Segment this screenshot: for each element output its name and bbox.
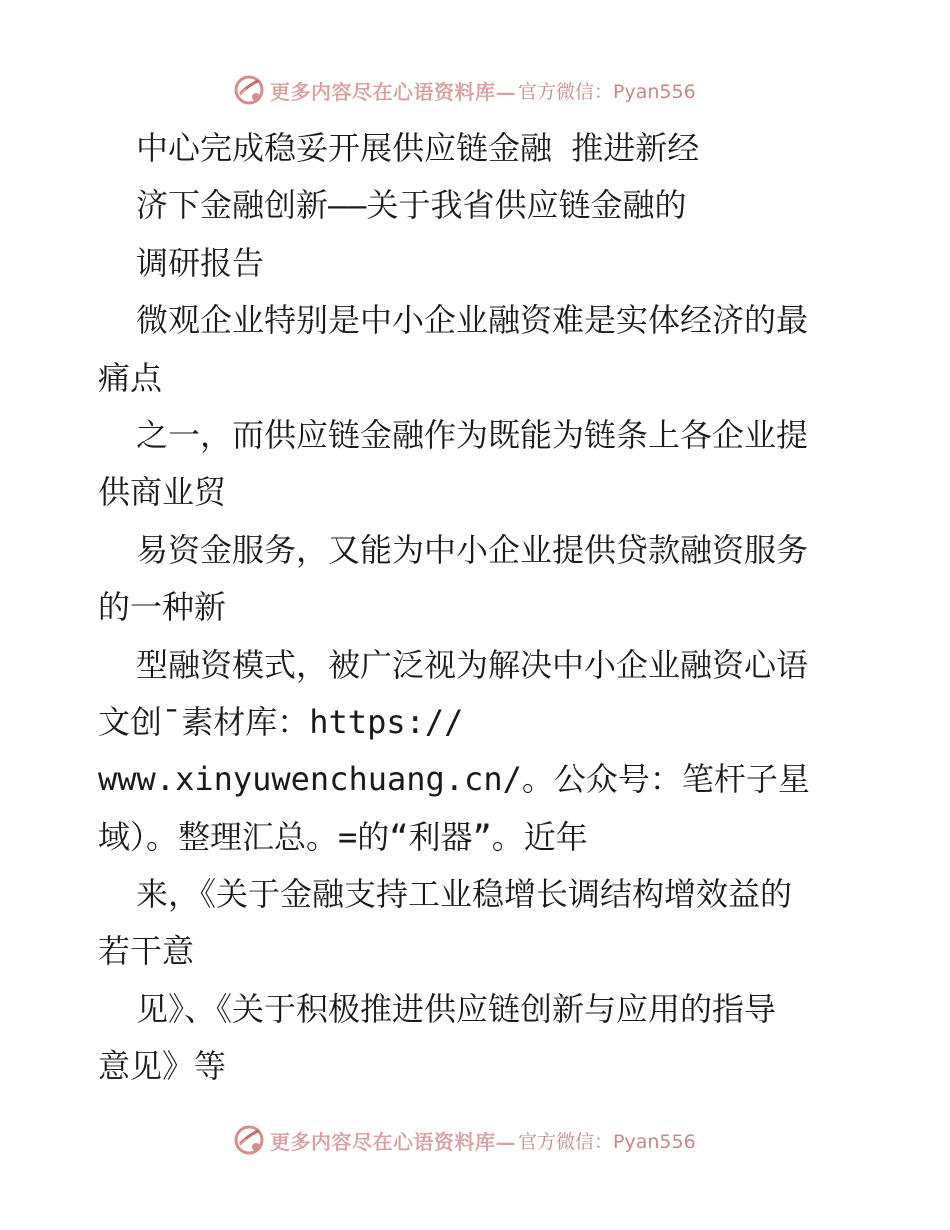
book-pen-logo-icon [232,73,266,107]
document-line: 中心完成稳妥开展供应链金融 推进新经 [136,129,700,167]
header-watermark [232,72,696,108]
document-line: 意见》等 [98,1047,227,1086]
watermark-wechat-text: 官方微信：Pyan556 [518,80,696,103]
book-pen-logo-icon [232,1123,266,1157]
document-line: 若干意 [98,932,195,971]
document-body [98,120,858,1096]
document-line: 济下金融创新——关于我省供应链金融的 [136,186,687,225]
document-line: 微观企业特别是中小企业融资难是实体经济的最 [136,301,809,340]
watermark-main-text: 更多内容尽在心语资料库— [270,79,516,104]
document-line: 之一，而供应链金融作为既能为链条上各企业提 [136,415,809,454]
watermark-main-text: 更多内容尽在心语资料库— [270,1129,516,1154]
document-line: www.xinyuwenchuang.cn/。公众号：笔杆子星 [98,760,810,799]
document-line: 的一种新 [98,588,227,627]
document-line: 痛点 [98,358,163,397]
document-line: 型融资模式，被广泛视为解决中小企业融资心语 [136,645,809,684]
footer-watermark [232,1122,696,1158]
document-line: 域）。整理汇总。=的“利器”。近年 [98,817,588,856]
document-line: 来，《关于金融支持工业稳增长调结构增效益的 [136,875,793,914]
document-line: 见》、《关于积极推进供应链创新与应用的指导 [136,989,777,1028]
document-line: 供商业贸 [98,473,227,512]
document-line: 文创¯素材库：https:// [98,702,464,741]
document-line: 易资金服务，又能为中小企业提供贷款融资服务 [136,530,809,569]
watermark-wechat-text: 官方微信：Pyan556 [518,1130,696,1153]
document-line: 调研报告 [136,243,265,282]
